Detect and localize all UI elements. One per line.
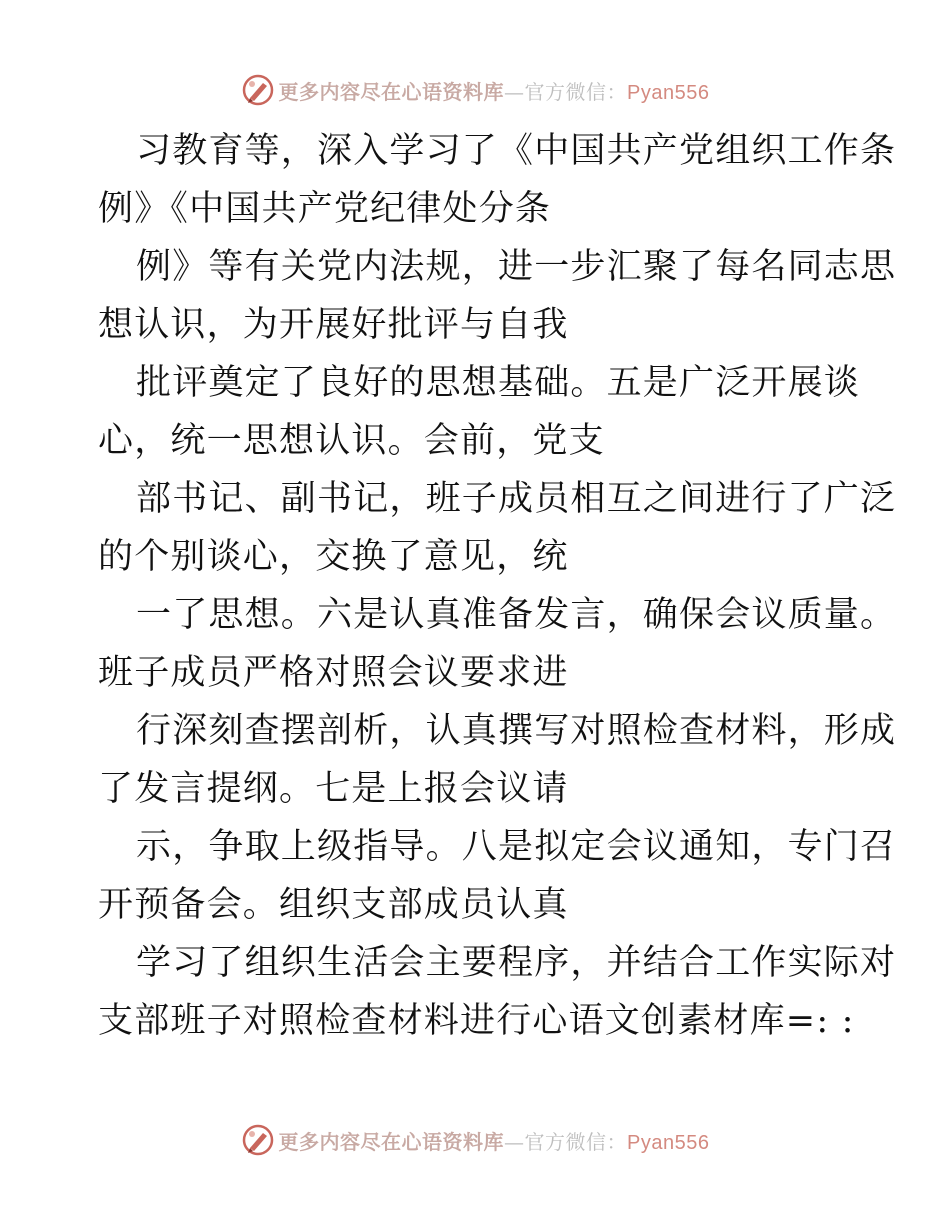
watermark-wechat-label: 官方微信： [524,79,628,104]
paragraph-line: 批评奠定了良好的思想基础。五是广泛开展谈 [136,363,861,403]
paragraph-line: 例》等有关党内法规，进一步汇聚了每名同志思 [136,247,897,287]
paragraph-line: 心，统一思想认识。会前，党支 [98,421,605,461]
paragraph-line: 学习了组织生活会主要程序，并结合工作实际对 [136,943,897,983]
watermark-text-group [279,1126,710,1155]
paragraph-line: 了发言提纲。七是上报会议请 [98,769,569,809]
watermark-header [0,72,950,108]
paragraph-line: 想认识，为开展好批评与自我 [98,305,569,345]
watermark-separator: — [504,79,525,104]
paragraph-line: 支部班子对照检查材料进行心语文创素材库=: : [98,1001,855,1041]
paragraph-line: 的个别谈心，交换了意见，统 [98,537,569,577]
pen-logo-icon [241,73,275,107]
paragraph-line: 一了思想。六是认真准备发言，确保会议质量。 [136,595,897,635]
watermark-text: 更多内容尽在心语资料库 [278,1129,505,1154]
paragraph-line: 开预备会。组织支部成员认真 [98,885,569,925]
watermark-wechat-id: Pyan556 [627,1131,710,1154]
watermark-text-group [279,76,710,105]
paragraph-line: 行深刻查摆剖析，认真撰写对照检查材料，形成 [136,711,897,751]
pen-logo-icon [241,1123,275,1157]
watermark-text: 更多内容尽在心语资料库 [278,79,505,104]
document-body [98,122,897,1050]
watermark-footer [0,1122,950,1158]
watermark-separator: — [504,1129,525,1154]
paragraph-line: 习教育等，深入学习了《中国共产党组织工作条 [136,131,897,171]
paragraph-line: 示，争取上级指导。八是拟定会议通知，专门召 [136,827,897,867]
paragraph-line: 例》《中国共产党纪律处分条 [98,189,552,229]
watermark-wechat-label: 官方微信： [524,1129,628,1154]
paragraph-line: 部书记、副书记，班子成员相互之间进行了广泛 [136,479,897,519]
watermark-wechat-id: Pyan556 [627,81,710,104]
paragraph-line: 班子成员严格对照会议要求进 [98,653,569,693]
